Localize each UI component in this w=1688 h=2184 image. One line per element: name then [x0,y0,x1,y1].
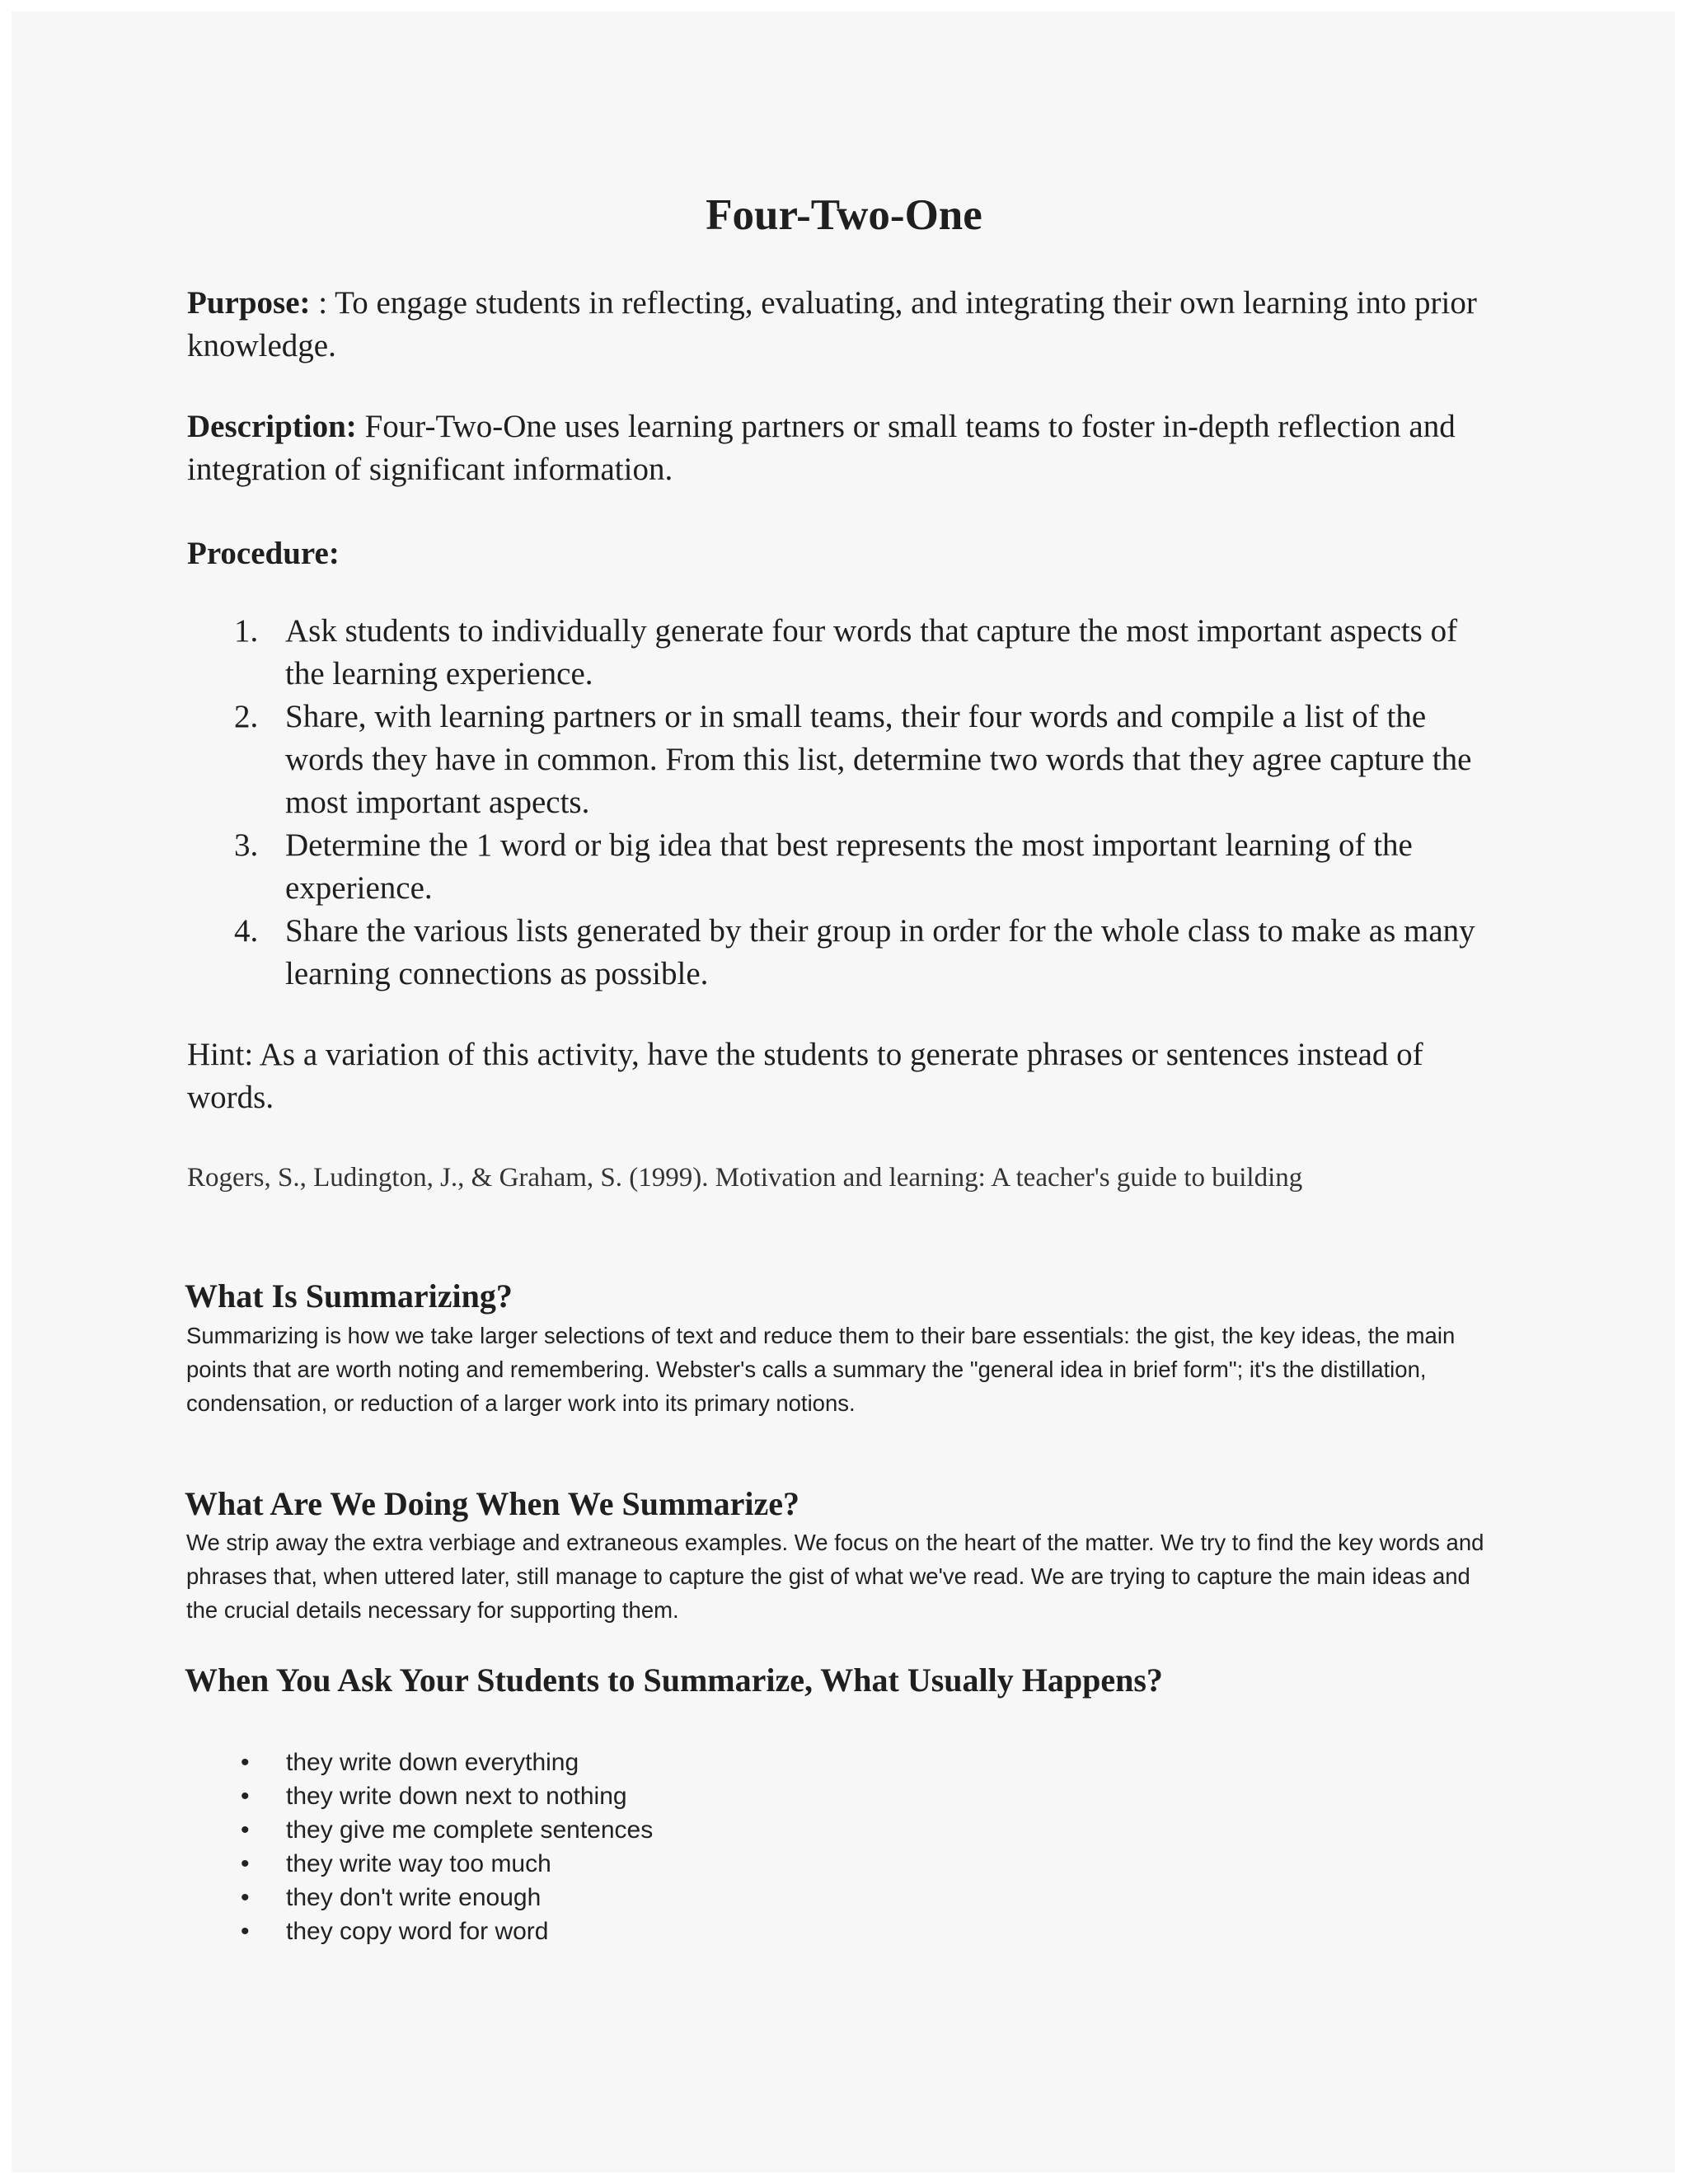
list-item-text: they write way too much [286,1850,551,1877]
description-paragraph [187,405,1506,491]
description-text: Four-Two-One uses learning partners or small teams to foster in-depth reflection and integration of significant information. [187,409,1456,487]
what-is-summarizing-text: Summarizing is how we take larger selections of text and reduce them to their bare essentials: the gist, the key ideas, the main points that are worth noting and remembering. Webster's calls a summary the "general idea in brief form"; it's the distillation, condensation, or reduction of a larger work into its primary notions. [186,1323,1456,1416]
purpose-text: : To engage students in reflecting, evaluating, and integrating their own learning into prior knowledge. [187,285,1477,363]
what-is-summarizing-heading: What Is Summarizing? [185,1277,513,1315]
list-item [231,1881,653,1915]
procedure-step [231,696,1500,824]
step-number: 3. [234,827,259,863]
step-number: 4. [234,913,259,949]
list-item [231,1779,653,1813]
what-are-we-doing-heading: What Are We Doing When We Summarize? [185,1485,799,1522]
what-are-we-doing-text: We strip away the extra verbiage and extraneous examples. We focus on the heart of the matter. We try to find the key words and phrases that, when uttered later, still manage to capture the gist of what we've read. We are trying to capture the main ideas and the crucial details necessary for supporting them. [186,1530,1484,1623]
list-item [231,1813,653,1847]
page-title: Four-Two-One [706,191,982,239]
step-text: Ask students to individually generate four words that capture the most important aspects of the learning experience. [285,613,1458,691]
list-item-text: they write down next to nothing [286,1783,627,1810]
citation: Rogers, S., Ludington, J., & Graham, S. (1999). Motivation and learning: A teacher's guide to building [187,1163,1303,1193]
list-item-text: they copy word for word [286,1918,549,1945]
list-item [231,1746,653,1779]
procedure-heading: Procedure: [187,536,340,571]
list-item-text: they write down everything [286,1749,579,1776]
procedure-step [231,610,1500,696]
purpose-label: Purpose: [187,285,311,321]
bullet-icon: • [241,1918,250,1945]
bullet-icon: • [241,1884,250,1911]
step-text: Determine the 1 word or big idea that best represents the most important learning of the experience. [285,827,1413,906]
list-item [231,1847,653,1881]
procedure-step [231,910,1500,996]
what-happens-bullet-list [231,1746,653,1948]
list-item-text: they don't write enough [286,1884,542,1911]
hint-paragraph: Hint: As a variation of this activity, have the students to generate phrases or sentences instead of words. [187,1037,1423,1115]
list-item [231,1915,653,1948]
description-label: Description: [187,409,357,444]
procedure-steps-list [231,610,1500,996]
bullet-icon: • [241,1749,250,1776]
list-item-text: they give me complete sentences [286,1816,654,1844]
step-number: 1. [234,613,259,649]
step-text: Share, with learning partners or in small teams, their four words and compile a list of the words they have in common. From this list, determine two words that they agree capture the most important aspects. [285,699,1472,820]
bullet-icon: • [241,1850,250,1877]
procedure-step [231,824,1500,910]
purpose-paragraph [187,282,1506,368]
what-usually-happens-heading: When You Ask Your Students to Summarize, What Usually Happens? [185,1661,1163,1699]
step-text: Share the various lists generated by their group in order for the whole class to make as many learning connections as possible. [285,913,1475,991]
bullet-icon: • [241,1783,250,1810]
bullet-icon: • [241,1816,250,1844]
step-number: 2. [234,699,259,734]
